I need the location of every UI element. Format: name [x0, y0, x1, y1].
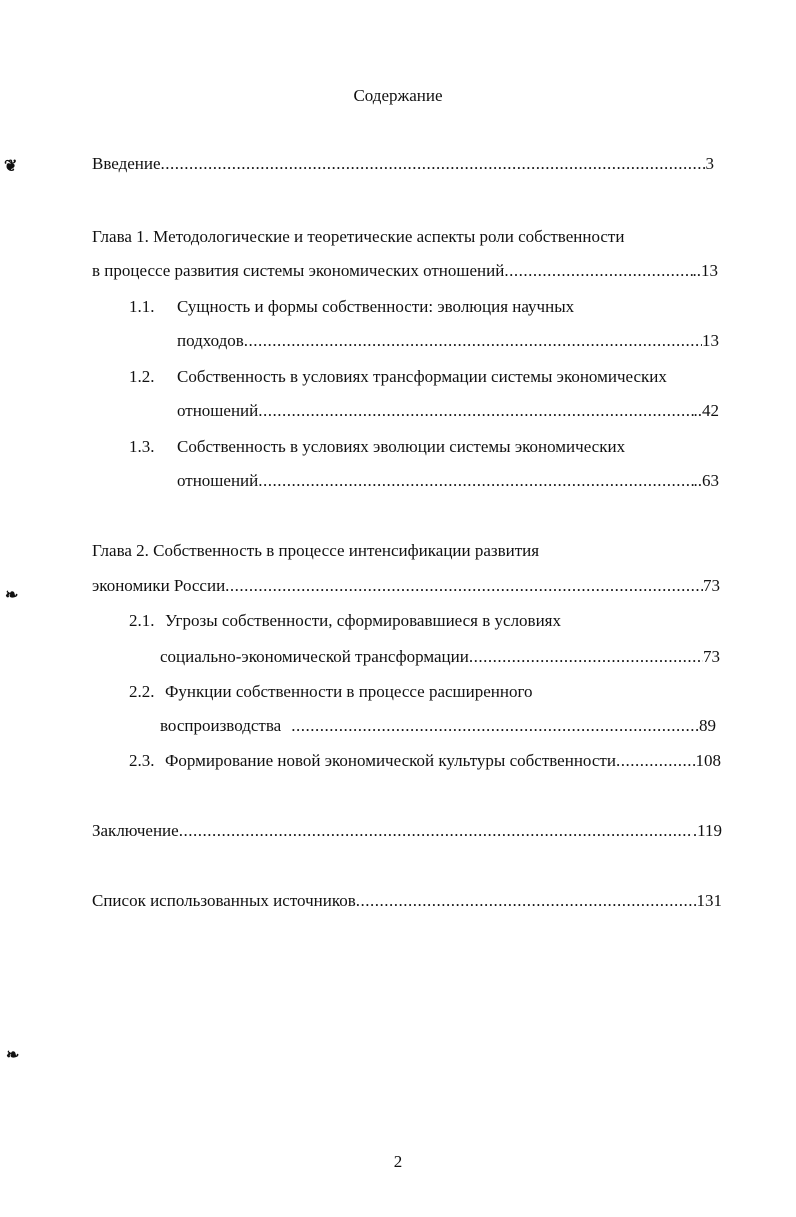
toc-section-number: 2.1. [129, 611, 155, 630]
toc-page-number: 89 [699, 716, 716, 735]
toc-section-number: 2.3. [129, 751, 155, 770]
toc-chapter-2-title[interactable]: Глава 2. Собственность в процессе интенсификации развития [92, 541, 540, 560]
page-number: 2 [393, 1152, 403, 1171]
toc-entry-label: воспроизводства [160, 716, 282, 735]
toc-entry-label: экономики России [92, 576, 226, 595]
toc-chapter-1-title[interactable]: Глава 1. Методологические и теоретические аспекты роли собственности [92, 227, 625, 246]
toc-page-number: 13 [702, 331, 719, 350]
toc-entry-label: Введение [92, 154, 161, 173]
toc-section-2-2-title[interactable]: Функции собственности в процессе расширенного [165, 682, 533, 701]
toc-section-2-1[interactable] [160, 646, 720, 668]
leader-dots [258, 470, 693, 492]
leader-dots [258, 400, 693, 422]
toc-page-number: ..13 [692, 261, 718, 280]
toc-entry-label: Заключение [92, 821, 179, 840]
toc-section-1-3[interactable] [177, 470, 719, 492]
scan-mark-icon: ❦ [4, 158, 18, 175]
toc-entry-label: подходов [177, 331, 244, 350]
toc-entry-label: отношений [177, 471, 259, 490]
leader-dots [356, 890, 697, 912]
leader-dots [244, 330, 702, 352]
toc-section-2-3[interactable] [165, 750, 721, 772]
leader-dots [291, 715, 699, 737]
toc-section-1-3-title[interactable]: Собственность в условиях эволюции системы экономических [177, 437, 626, 456]
toc-section-2-2[interactable] [160, 715, 716, 737]
toc-page-number: ..63 [693, 471, 719, 490]
toc-chapter-2[interactable] [92, 575, 720, 597]
toc-entry-references[interactable] [92, 890, 722, 912]
toc-entry-label: в процессе развития системы экономических отношений [92, 261, 505, 280]
leader-dots [225, 575, 703, 597]
toc-section-1-2[interactable] [177, 400, 719, 422]
toc-page-number: ..42 [693, 401, 719, 420]
toc-page-number: 3 [705, 154, 714, 173]
leader-dots [469, 646, 703, 668]
toc-chapter-1[interactable] [92, 260, 718, 282]
toc-page-number: 131 [696, 891, 722, 910]
toc-page-number: 73 [703, 576, 720, 595]
toc-section-1-1-title[interactable]: Сущность и формы собственности: эволюция научных [177, 297, 575, 316]
leader-dots [504, 260, 692, 282]
toc-section-number: 1.1. [129, 297, 155, 316]
toc-entry-label: Список использованных источников [92, 891, 356, 910]
toc-page-number: 108 [695, 751, 721, 770]
toc-section-number: 1.3. [129, 437, 155, 456]
toc-section-number: 1.2. [129, 367, 155, 386]
toc-entry-conclusion[interactable] [92, 820, 722, 842]
toc-section-1-2-title[interactable]: Собственность в условиях трансформации системы экономических [177, 367, 667, 386]
toc-page-number: 73 [703, 647, 720, 666]
leader-dots [616, 750, 696, 772]
toc-section-1-1[interactable] [177, 330, 719, 352]
leader-dots [161, 153, 706, 175]
toc-section-number: 2.2. [129, 682, 155, 701]
toc-entry-label: отношений [177, 401, 259, 420]
scan-mark-icon: ❧ [5, 587, 19, 604]
toc-section-2-1-title[interactable]: Угрозы собственности, сформировавшиеся в условиях [165, 611, 561, 630]
toc-entry-label: социально-экономической трансформации [160, 647, 469, 666]
toc-entry-label: Формирование новой экономической культуры собственности [165, 751, 616, 770]
page-title: Содержание [353, 86, 443, 105]
toc-entry-intro[interactable] [92, 153, 714, 175]
leader-dots [179, 820, 693, 842]
scan-mark-icon: ❧ [6, 1047, 20, 1064]
toc-page-number: .119 [692, 821, 722, 840]
